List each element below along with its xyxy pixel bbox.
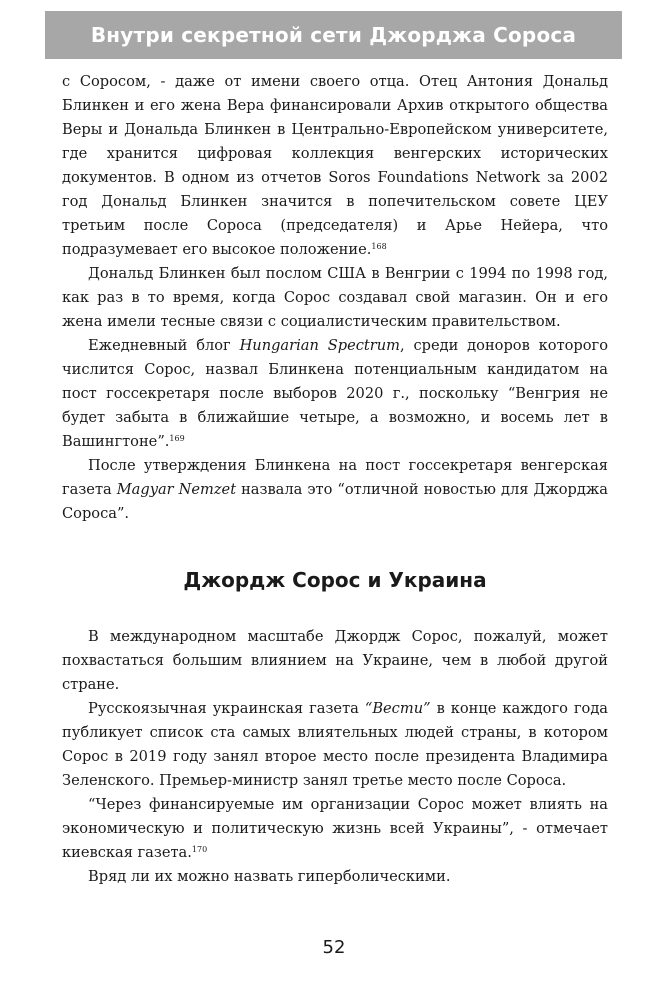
paragraph-text: назвала это “отличной новостью для Джорджа Сороса”. [62, 481, 608, 522]
footnote-ref: 168 [371, 242, 387, 251]
page-number: 52 [322, 937, 346, 958]
publication-name: “Вести” [364, 700, 431, 717]
publication-name: Hungarian Spectrum [239, 337, 400, 354]
paragraph-text: “Через финансируемые им организации Сорос может влиять на экономическую и политическую жизнь всей Украины”, - отмечает киевская газета. [62, 796, 608, 861]
paragraph-text: с Соросом, - даже от имени своего отца. Отец Антония Дональд Блинкен и его жена Вера финансировали Архив открытого общества Веры и Дональда Блинкен в Центрально-Европейском университете, где хранится цифровая коллекция венгерских исторических документов. В одном из отчетов Soros Foundations Network за 2002 год Дональд Блинкен значится в попечительском совете ЦЕУ третьим после Сороса (председателя) и Арье Нейера, что подразумевает его высокое положение. [62, 73, 608, 258]
paragraph [62, 262, 608, 334]
paragraph [62, 793, 608, 865]
section-heading: Джордж Сорос и Украина [183, 568, 487, 592]
paragraph-text: После утверждения Блинкена на пост госсекретаря венгерская газета [62, 457, 608, 498]
publication-name: Magyar Nemzet [116, 481, 237, 498]
paragraph-text: , среди доноров которого числится Сорос, назвал Блинкена потенциальным кандидатом на пост госсекретаря после выборов 2020 г., поскольку “Венгрия не будет забыта в ближайшие четыре, а возможно, и восемь лет в Вашингтоне”. [62, 337, 608, 450]
paragraph [62, 70, 608, 262]
paragraph-text: В международном масштабе Джордж Сорос, пожалуй, может похвастаться большим влиянием на Украине, чем в любой другой стране. [62, 628, 608, 693]
paragraph [62, 865, 608, 889]
running-header: Внутри секретной сети Джорджа Сороса [45, 11, 622, 59]
paragraph [62, 697, 608, 793]
paragraph-text: в конце каждого года публикует список ста самых влиятельных людей страны, в котором Сорос в 2019 году занял второе место после президента Владимира Зеленского. Премьер-министр занял третье место после Сороса. [62, 700, 609, 789]
paragraph-text: Ежедневный блог [88, 337, 240, 354]
paragraph [62, 625, 608, 697]
paragraph [62, 334, 608, 454]
paragraph [62, 454, 608, 526]
paragraph-text: Вряд ли их можно назвать гиперболическими. [88, 868, 451, 885]
footnote-ref: 170 [191, 845, 208, 854]
footnote-ref: 169 [169, 434, 185, 443]
paragraph-text: Дональд Блинкен был послом США в Венгрии с 1994 по 1998 год, как раз в то время, когда Сорос создавал свой магазин. Он и его жена имели тесные связи с социалистическим правительством. [62, 265, 608, 330]
paragraph-text: Русскоязычная украинская газета [88, 700, 365, 717]
page-body [62, 70, 608, 889]
